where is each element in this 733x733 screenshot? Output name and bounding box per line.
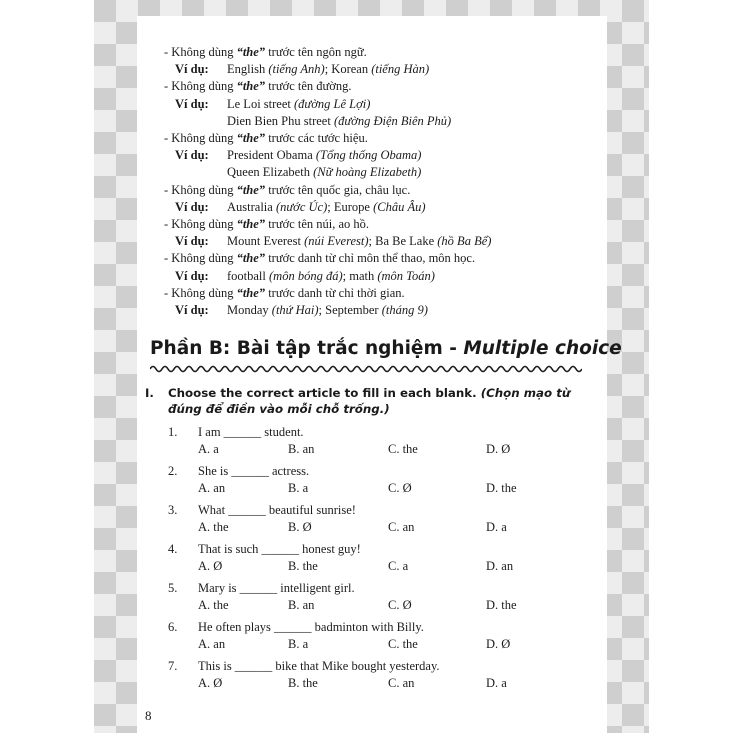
answer-options [198,441,608,458]
example-label: Ví dụ: [175,268,209,283]
question-item [168,463,608,502]
question-line [168,463,608,480]
rule-line [164,78,604,95]
answer-option: D. a [486,676,507,690]
example-text: Dien Bien Phu street [227,113,334,128]
question-line [168,502,608,519]
translation: (tháng 9) [381,303,428,318]
answer-option: A. the [198,598,229,612]
answer-option: C. an [388,520,415,534]
page-number: 8 [145,708,152,723]
example-line [164,199,604,216]
answer-option: A. a [198,442,219,456]
example-line [164,113,604,130]
example-label: Ví dụ: [175,234,209,249]
answer-option: D. the [486,598,517,612]
answer-option: A. the [198,520,229,534]
translation: (núi Everest) [304,234,369,249]
translation: (hồ Ba Bể) [437,234,492,249]
answer-option: C. Ø [388,598,412,612]
example-line [164,268,604,285]
answer-option: B. the [288,559,318,573]
rule-text: - Không dùng [164,251,237,266]
translation: (thứ Hai) [271,303,319,318]
example-text: Mount Everest [227,234,305,249]
example-text: English [227,62,269,77]
answer-option: B. a [288,481,309,495]
rule-text: - Không dùng [164,131,237,146]
answer-options [198,480,608,497]
the-word: “the” [236,45,266,59]
question-line [168,619,608,636]
question-text: That is such ______ honest guy! [198,542,361,556]
translation: (Tổng thống Obama) [315,148,422,163]
answer-option: B. a [288,637,309,651]
answer-option: D. Ø [486,637,511,651]
rule-text: trước tên quốc gia, châu lục. [265,182,411,197]
example-text: ; Ba Be Lake [368,234,438,249]
question-item [168,502,608,541]
rule-line [164,216,604,233]
instruction-translation: (Chọn mạo từ đúng để điền vào mỗi chỗ trống.) [168,386,571,416]
answer-option: B. an [288,442,315,456]
question-number: 3. [168,503,178,517]
example-text: Australia [227,199,276,214]
the-word: “the” [236,79,266,94]
question-line [168,541,608,558]
question-text: What ______ beautiful sunrise! [198,503,356,517]
question-number: 7. [168,659,178,673]
rule-text: - Không dùng [164,217,237,232]
rules-list [164,44,604,319]
example-label: Ví dụ: [175,199,209,214]
answer-option: A. Ø [198,676,223,690]
question-number: 2. [168,464,178,478]
question-number: 5. [168,581,178,595]
translation: (Nữ hoàng Elizabeth) [313,165,422,180]
the-word: “the” [236,251,266,266]
translation: (Châu Âu) [373,199,426,214]
translation: (môn bóng đá) [269,268,343,283]
example-text: football [227,268,270,283]
answer-option: A. an [198,637,226,651]
answer-options [198,636,608,653]
answer-option: B. the [288,676,318,690]
translation: (tiếng Hàn) [371,62,430,77]
question-item [168,658,608,697]
instruction [145,385,600,417]
rule-text: - Không dùng [164,182,237,197]
translation: (nước Úc) [275,199,328,214]
instruction-number: I. [145,386,154,400]
answer-option: D. an [486,559,514,573]
answer-options [198,519,608,536]
answer-options [198,597,608,614]
question-item [168,619,608,658]
rule-text: trước tên đường. [265,79,352,94]
example-text: President Obama [227,148,316,163]
question-number: 4. [168,542,178,556]
answer-option: B. an [288,598,315,612]
question-item [168,541,608,580]
rule-text: - Không dùng [164,285,237,300]
example-text: ; math [342,268,378,283]
question-item [168,580,608,619]
example-label: Ví dụ: [175,62,209,77]
translation: (môn Toán) [377,268,435,283]
rule-text: - Không dùng [164,79,237,94]
section-heading [150,338,622,359]
the-word: “the” [236,285,266,300]
answer-option: C. the [388,442,418,456]
example-text: Queen Elizabeth [227,165,314,180]
question-text: Mary is ______ intelligent girl. [198,581,355,595]
example-text: Monday [227,303,272,318]
rule-text: trước danh từ chỉ môn thể thao, môn học. [265,251,476,266]
answer-options [198,675,608,692]
answer-option: C. Ø [388,481,412,495]
example-text: Le Loi street [227,96,294,111]
rule-line [164,285,604,302]
answer-option: C. an [388,676,415,690]
the-word: “the” [236,131,266,146]
question-number: 6. [168,620,178,634]
question-text: He often plays ______ badminton with Billy. [198,620,424,634]
heading-italic: Multiple choice [463,338,622,359]
example-text: ; September [318,303,382,318]
answer-option: D. a [486,520,507,534]
example-label: Ví dụ: [175,148,209,163]
answer-option: D. Ø [486,442,511,456]
the-word: “the” [236,182,266,197]
question-line [168,424,608,441]
example-line [164,61,604,78]
question-item [168,424,608,463]
rule-text: trước các tước hiệu. [265,131,368,146]
example-label: Ví dụ: [175,303,209,318]
translation: (đường Điện Biên Phủ) [333,113,452,128]
example-line [164,233,604,250]
answer-option: C. a [388,559,409,573]
example-label: Ví dụ: [175,96,209,111]
question-text: She is ______ actress. [198,464,310,478]
answer-option: B. Ø [288,520,312,534]
translation: (tiếng Anh) [268,62,325,77]
question-line [168,580,608,597]
rule-line [164,130,604,147]
question-line [168,658,608,675]
rule-text: trước tên núi, ao hồ. [265,217,370,232]
rule-line [164,44,604,61]
wavy-divider [150,363,582,375]
the-word: “the” [236,217,266,232]
question-text: This is ______ bike that Mike bought yesterday. [198,659,440,673]
answer-option: D. the [486,481,517,495]
example-text: ; Europe [327,199,374,214]
answer-options [198,558,608,575]
example-line [164,96,604,113]
answer-option: A. Ø [198,559,223,573]
rule-text: trước tên ngôn ngữ. [265,45,367,59]
question-text: I am ______ student. [198,425,304,439]
translation: (đường Lê Lợi) [294,96,371,111]
instruction-text: Choose the correct article to fill in each blank. [168,386,481,400]
question-number: 1. [168,425,178,439]
rule-text: trước danh từ chỉ thời gian. [265,285,405,300]
answer-option: C. the [388,637,418,651]
rule-line [164,182,604,199]
rule-text: - Không dùng [164,45,237,59]
example-line [164,302,604,319]
example-text: ; Korean [324,62,372,77]
question-list [168,424,608,697]
answer-option: A. an [198,481,226,495]
rule-line [164,250,604,267]
example-line [164,164,604,181]
example-line [164,147,604,164]
heading-main: Phần B: Bài tập trắc nghiệm - [150,338,464,359]
